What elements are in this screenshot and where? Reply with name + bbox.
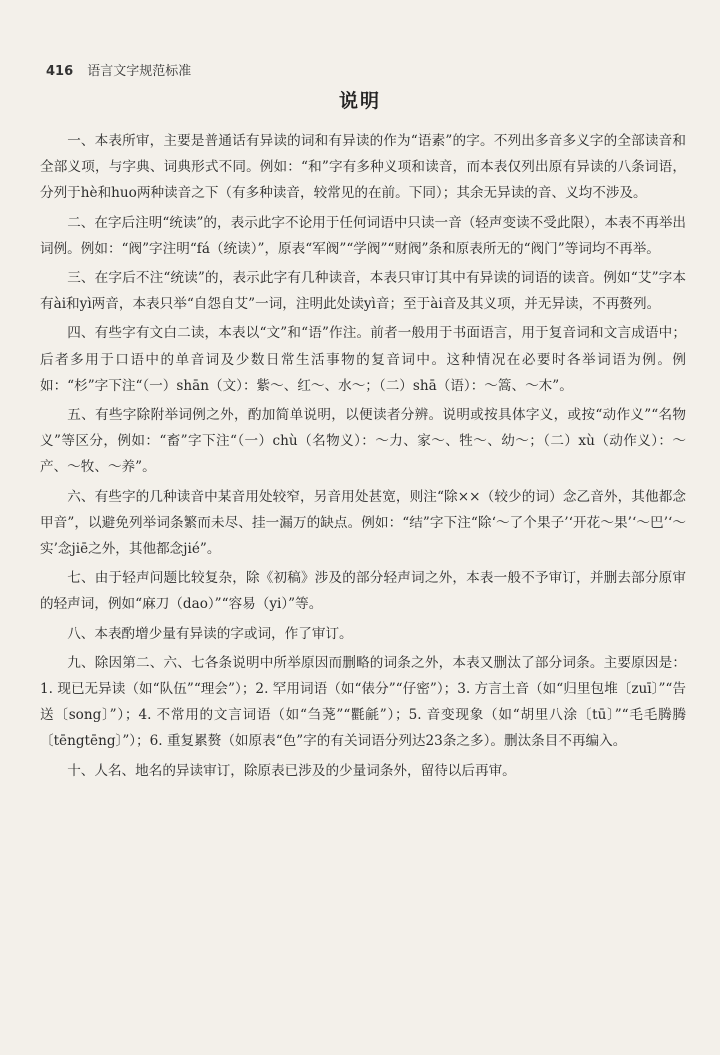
page-number: 416 — [46, 64, 74, 79]
running-header — [46, 60, 191, 79]
explanation-body — [40, 128, 686, 787]
paragraph-8: 八、本表酌增少量有异读的字或词，作了审订。 — [67, 625, 353, 642]
paragraph-6: 六、有些字的几种读音中某音用处较窄，另音用处甚宽，则注“除××（较少的词）念乙音外，其他都念甲音”，以避免列举词条繁而未尽、挂一漏万的缺点。例如：“结”字下注“除‘～了个果子’‘开花～果’‘～巴’‘～实’念jiē之外，其他都念jié”。 — [40, 488, 686, 558]
paragraph-9: 九、除因第二、六、七各条说明中所举原因而删略的词条之外，本表又删汰了部分词条。主要原因是：1. 现已无异读（如“队伍”“理会”）；2. 罕用词语（如“俵分”“仔密”）；3. 方言土音（如“归里包堆〔zuī〕”“告送〔song〕”）；4. 不常用的文言词语（如“刍荛”“氍毹”）；5. 音变现象（如“胡里八涂〔tū〕”“毛毛腾腾〔tēngtēng〕”）；6. 重复累赘（如原表“色”字的有关词语分列达23条之多）。删汰条目不再编入。 — [40, 654, 686, 750]
paragraph-10: 十、人名、地名的异读审订，除原表已涉及的少量词条外，留待以后再审。 — [67, 762, 516, 779]
paragraph-5: 五、有些字除附举词例之外，酌加简单说明，以便读者分辨。说明或按具体字义，或按“动作义”“名物义”等区分，例如：“畜”字下注“（一）chù（名物义）：～力、家～、牲～、幼～；（二）xù（动作义）：～产、～牧、～养”。 — [40, 407, 686, 476]
paragraph-2: 二、在字后注明“统读”的，表示此字不论用于任何词语中只读一音（轻声变读不受此限），本表不再举出词例。例如：“阀”字注明“fá（统读）”，原表“军阀”“学阀”“财阀”条和原表所无的“阀门”等词均不再举。 — [40, 214, 687, 257]
paragraph-7: 七、由于轻声问题比较复杂，除《初稿》涉及的部分轻声词之外，本表一般不予审订，并删去部分原审的轻声词，例如“麻刀（dao）”“容易（yi）”等。 — [40, 570, 686, 613]
paragraph-1: 一、本表所审，主要是普通话有异读的词和有异读的作为“语素”的字。不列出多音多义字的全部读音和全部义项，与字典、词典形式不同。例如：“和”字有多种义项和读音，而本表仅列出原有异读的八条词语，分列于hè和huo两种读音之下（有多种读音，较常见的在前。下同）；其余无异读的音、义均不涉及。 — [40, 133, 686, 202]
paragraph-4: 四、有些字有文白二读，本表以“文”和“语”作注。前者一般用于书面语言，用于复音词和文言成语中；后者多用于口语中的单音词及少数日常生活事物的复音词中。这种情况在必要时各举词语为例。例如：“杉”字下注“（一）shān（文）：紫～、红～、水～；（二）shā（语）：～篙、～木”。 — [40, 325, 686, 394]
paragraph-3: 三、在字后不注“统读”的，表示此字有几种读音，本表只审订其中有异读的词语的读音。例如“艾”字本有ài和yì两音，本表只举“自怨自艾”一词，注明此处读yì音；至于ài音及其义项，并无异读，不再赘列。 — [40, 270, 686, 313]
book-title: 语言文字规范标准 — [87, 64, 192, 79]
section-title: 说明 — [338, 90, 381, 112]
